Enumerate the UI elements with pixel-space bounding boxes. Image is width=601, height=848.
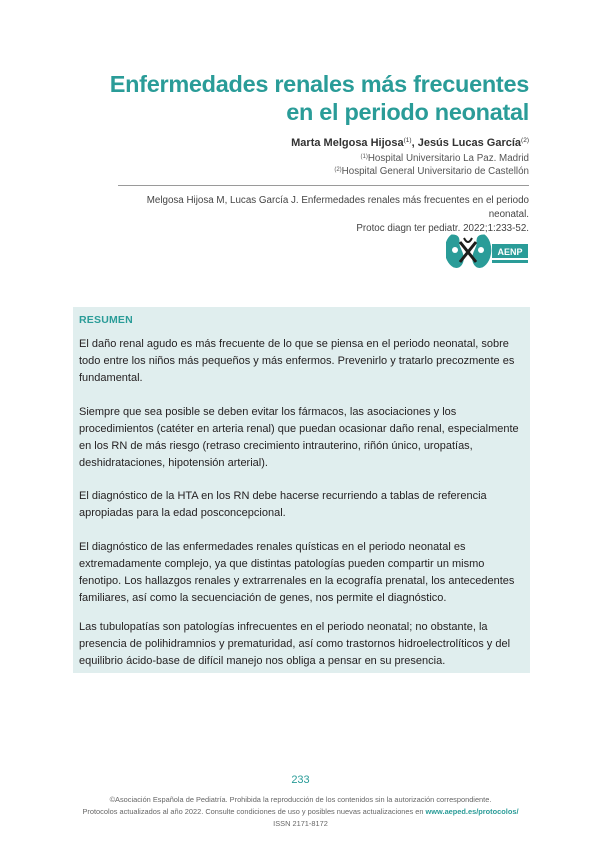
article-title	[110, 70, 529, 126]
author-list	[291, 137, 529, 149]
summary-paragraph-5: Las tubulopatías son patologías infrecuentes en el periodo neonatal; no obstante, la presencia de polihidramnios y prematuridad, así como trastornos hidroelectrolíticos y del equilibrio ácido-base de difícil manejo nos obliga a pensar en su presencia.	[79, 621, 511, 667]
affiliation-2-text: Hospital General Universitario de Castellón	[341, 166, 529, 177]
author-separator: ,	[411, 137, 418, 149]
citation	[109, 194, 529, 236]
summary-paragraph-4: El diagnóstico de las enfermedades renales quísticas en el periodo neonatal es extremadamente complejo, ya que distintas patologías pueden compartir un mismo fenotipo. Los hallazgos renales y extrarrenales en la ecografía prenatal, los antecedentes familiares, así como la secuenciación de genes, nos permite el diagnóstico.	[79, 541, 515, 604]
affiliation-1-mark: (1)	[360, 154, 368, 160]
page-number: 233	[291, 774, 310, 786]
copyright-notice: ©Asociación Española de Pediatría. Prohibida la reproducción de los contenidos sin la autorización correspondiente.	[109, 795, 492, 804]
summary-paragraph-1: El daño renal agudo es más frecuente de lo que se piensa en el periodo neonatal, sobre todo entre los niños más pequeños y más enfermos. Prevenirlo y tratarlo precozmente es fundamental.	[79, 338, 515, 384]
citation-line-2: Protoc diagn ter pediatr. 2022;1:233-52.	[356, 223, 529, 234]
affiliation-1-text: Hospital Universitario La Paz. Madrid	[367, 153, 529, 164]
summary-heading: RESUMEN	[79, 314, 133, 326]
usage-notice-text: Protocolos actualizados al año 2022. Consulte condiciones de uso y posibles nuevas actualizaciones en	[82, 807, 426, 816]
affiliation-1	[360, 153, 529, 164]
article-title-line-1: Enfermedades renales más frecuentes	[109, 71, 529, 97]
aenp-logo-text: AENP	[497, 247, 523, 257]
summary-box	[73, 307, 530, 673]
issn: ISSN 2171-8172	[273, 819, 328, 828]
author-1: Marta Melgosa Hijosa	[291, 137, 404, 149]
author-2: Jesús Lucas García	[417, 137, 522, 149]
affiliation-2-mark: (2)	[334, 167, 342, 173]
citation-line-1: Melgosa Hijosa M, Lucas García J. Enfermedades renales más frecuentes en el periodo neonatal.	[146, 195, 529, 220]
usage-notice	[0, 807, 601, 816]
summary-paragraph-2: Siempre que sea posible se deben evitar los fármacos, las asociaciones y los procedimientos (catéter en arteria renal) que puedan ocasionar daño renal, especialmente en los RN de más riesgo (retraso crecimiento intrauterino, riñón único, uropatías, deshidrataciones, hipotensión arterial).	[79, 406, 519, 469]
header-divider	[118, 185, 529, 186]
article-title-line-2: en el periodo neonatal	[286, 99, 529, 125]
author-2-affiliation-mark: (2)	[521, 137, 529, 144]
protocols-link[interactable]: www.aeped.es/protocolos/	[425, 807, 519, 816]
summary-paragraph-3: El diagnóstico de la HTA en los RN debe hacerse recurriendo a tablas de referencia apropiadas para la edad posconcepcional.	[79, 490, 487, 519]
author-1-affiliation-mark: (1)	[403, 137, 412, 144]
affiliation-2	[334, 166, 529, 177]
aenp-logo	[446, 232, 530, 270]
